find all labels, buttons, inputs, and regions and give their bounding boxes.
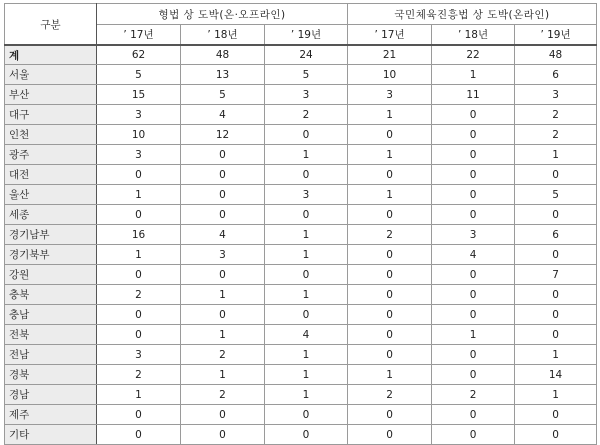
count-cell: 13 — [181, 65, 265, 85]
count-cell: 0 — [181, 145, 265, 165]
table-row — [5, 385, 597, 405]
count-cell: 1 — [348, 365, 432, 385]
count-cell: 6 — [515, 65, 597, 85]
count-cell: 0 — [432, 285, 515, 305]
count-cell: 1 — [265, 365, 348, 385]
count-cell: 1 — [515, 385, 597, 405]
region-label: 인천 — [5, 125, 97, 145]
count-cell: 0 — [265, 425, 348, 445]
count-cell: 3 — [265, 185, 348, 205]
count-cell: 1 — [432, 65, 515, 85]
count-cell: 0 — [515, 405, 597, 425]
count-cell: 1 — [348, 185, 432, 205]
count-cell: 2 — [97, 365, 181, 385]
count-cell: 4 — [432, 245, 515, 265]
count-cell: 0 — [265, 305, 348, 325]
region-label: 강원 — [5, 265, 97, 285]
count-cell: 3 — [97, 105, 181, 125]
year-header: ’ 18년 — [181, 25, 265, 46]
count-cell: 0 — [97, 405, 181, 425]
region-label: 부산 — [5, 85, 97, 105]
region-label: 대전 — [5, 165, 97, 185]
count-cell: 0 — [515, 245, 597, 265]
count-cell: 2 — [432, 385, 515, 405]
count-cell: 1 — [97, 245, 181, 265]
count-cell: 2 — [348, 225, 432, 245]
count-cell: 1 — [97, 185, 181, 205]
table-row — [5, 65, 597, 85]
region-label: 세종 — [5, 205, 97, 225]
count-cell: 0 — [348, 325, 432, 345]
count-cell: 0 — [432, 185, 515, 205]
count-cell: 0 — [265, 405, 348, 425]
table-row — [5, 365, 597, 385]
count-cell: 21 — [348, 45, 432, 65]
gambling-statistics-table — [4, 3, 597, 445]
count-cell: 0 — [515, 425, 597, 445]
count-cell: 15 — [97, 85, 181, 105]
count-cell: 3 — [97, 345, 181, 365]
count-cell: 0 — [515, 305, 597, 325]
table-row — [5, 345, 597, 365]
count-cell: 7 — [515, 265, 597, 285]
count-cell: 14 — [515, 365, 597, 385]
count-cell: 0 — [348, 285, 432, 305]
region-label: 전북 — [5, 325, 97, 345]
criminal-law-gambling-header: 형법 상 도박(온·오프라인) — [97, 4, 348, 25]
table-row — [5, 125, 597, 145]
count-cell: 0 — [432, 125, 515, 145]
count-cell: 4 — [265, 325, 348, 345]
count-cell: 0 — [515, 325, 597, 345]
year-header: ’ 17년 — [348, 25, 432, 46]
count-cell: 4 — [181, 225, 265, 245]
sports-promotion-act-gambling-header: 국민체육진흥법 상 도박(온라인) — [348, 4, 597, 25]
total-row — [5, 45, 597, 65]
region-label: 광주 — [5, 145, 97, 165]
region-label: 울산 — [5, 185, 97, 205]
count-cell: 4 — [181, 105, 265, 125]
count-cell: 3 — [515, 85, 597, 105]
count-cell: 0 — [432, 145, 515, 165]
count-cell: 2 — [515, 125, 597, 145]
count-cell: 3 — [265, 85, 348, 105]
count-cell: 1 — [265, 245, 348, 265]
count-cell: 0 — [181, 205, 265, 225]
count-cell: 0 — [97, 165, 181, 185]
count-cell: 24 — [265, 45, 348, 65]
year-header: ’ 18년 — [432, 25, 515, 46]
table-row — [5, 205, 597, 225]
count-cell: 0 — [432, 205, 515, 225]
count-cell: 0 — [97, 305, 181, 325]
count-cell: 0 — [97, 425, 181, 445]
count-cell: 0 — [432, 345, 515, 365]
region-label: 제주 — [5, 405, 97, 425]
year-header: ’ 19년 — [515, 25, 597, 46]
count-cell: 2 — [265, 105, 348, 125]
count-cell: 0 — [348, 345, 432, 365]
count-cell: 0 — [348, 165, 432, 185]
count-cell: 0 — [181, 265, 265, 285]
count-cell: 0 — [97, 205, 181, 225]
count-cell: 0 — [432, 165, 515, 185]
count-cell: 2 — [181, 385, 265, 405]
count-cell: 1 — [181, 365, 265, 385]
count-cell: 3 — [348, 85, 432, 105]
region-label: 경북 — [5, 365, 97, 385]
count-cell: 1 — [265, 385, 348, 405]
table-row — [5, 185, 597, 205]
table-row — [5, 425, 597, 445]
count-cell: 2 — [348, 385, 432, 405]
count-cell: 0 — [432, 305, 515, 325]
count-cell: 1 — [265, 345, 348, 365]
count-cell: 0 — [181, 425, 265, 445]
year-header: ’ 19년 — [265, 25, 348, 46]
region-label: 경남 — [5, 385, 97, 405]
count-cell: 0 — [265, 165, 348, 185]
count-cell: 3 — [181, 245, 265, 265]
count-cell: 12 — [181, 125, 265, 145]
region-label: 경기북부 — [5, 245, 97, 265]
count-cell: 1 — [97, 385, 181, 405]
table-row — [5, 165, 597, 185]
count-cell: 0 — [348, 425, 432, 445]
count-cell: 5 — [181, 85, 265, 105]
count-cell: 0 — [348, 125, 432, 145]
count-cell: 2 — [97, 285, 181, 305]
count-cell: 0 — [181, 185, 265, 205]
count-cell: 0 — [348, 245, 432, 265]
region-label: 경기남부 — [5, 225, 97, 245]
count-cell: 11 — [432, 85, 515, 105]
count-cell: 0 — [432, 425, 515, 445]
count-cell: 0 — [348, 405, 432, 425]
count-cell: 0 — [181, 405, 265, 425]
count-cell: 1 — [432, 325, 515, 345]
count-cell: 48 — [181, 45, 265, 65]
region-label: 서울 — [5, 65, 97, 85]
table-row — [5, 225, 597, 245]
count-cell: 16 — [97, 225, 181, 245]
count-cell: 6 — [515, 225, 597, 245]
count-cell: 48 — [515, 45, 597, 65]
count-cell: 1 — [181, 285, 265, 305]
count-cell: 5 — [515, 185, 597, 205]
count-cell: 0 — [265, 125, 348, 145]
count-cell: 0 — [432, 105, 515, 125]
count-cell: 0 — [515, 285, 597, 305]
table-row — [5, 265, 597, 285]
count-cell: 0 — [515, 205, 597, 225]
count-cell: 22 — [432, 45, 515, 65]
count-cell: 0 — [348, 205, 432, 225]
count-cell: 10 — [348, 65, 432, 85]
count-cell: 3 — [97, 145, 181, 165]
table-body — [5, 45, 597, 445]
count-cell: 0 — [432, 405, 515, 425]
table-row — [5, 325, 597, 345]
count-cell: 0 — [348, 265, 432, 285]
count-cell: 0 — [265, 205, 348, 225]
count-cell: 2 — [181, 345, 265, 365]
count-cell: 5 — [97, 65, 181, 85]
count-cell: 5 — [265, 65, 348, 85]
table-row — [5, 245, 597, 265]
count-cell: 1 — [265, 285, 348, 305]
count-cell: 0 — [515, 165, 597, 185]
count-cell: 0 — [97, 265, 181, 285]
table-row — [5, 405, 597, 425]
count-cell: 1 — [181, 325, 265, 345]
region-column-header: 구분 — [5, 4, 97, 46]
count-cell: 2 — [515, 105, 597, 125]
count-cell: 10 — [97, 125, 181, 145]
year-header: ’ 17년 — [97, 25, 181, 46]
table-row — [5, 305, 597, 325]
count-cell: 0 — [181, 305, 265, 325]
table-row — [5, 105, 597, 125]
count-cell: 0 — [348, 305, 432, 325]
region-label: 충남 — [5, 305, 97, 325]
count-cell: 3 — [432, 225, 515, 245]
region-label: 계 — [5, 45, 97, 65]
count-cell: 1 — [265, 145, 348, 165]
table-row — [5, 85, 597, 105]
count-cell: 0 — [432, 365, 515, 385]
count-cell: 0 — [97, 325, 181, 345]
count-cell: 1 — [265, 225, 348, 245]
count-cell: 1 — [515, 145, 597, 165]
count-cell: 1 — [348, 105, 432, 125]
count-cell: 1 — [348, 145, 432, 165]
count-cell: 0 — [432, 265, 515, 285]
table-row — [5, 145, 597, 165]
region-label: 대구 — [5, 105, 97, 125]
region-label: 전남 — [5, 345, 97, 365]
count-cell: 0 — [265, 265, 348, 285]
region-label: 기타 — [5, 425, 97, 445]
region-label: 충북 — [5, 285, 97, 305]
count-cell: 0 — [181, 165, 265, 185]
count-cell: 62 — [97, 45, 181, 65]
count-cell: 1 — [515, 345, 597, 365]
table-row — [5, 285, 597, 305]
